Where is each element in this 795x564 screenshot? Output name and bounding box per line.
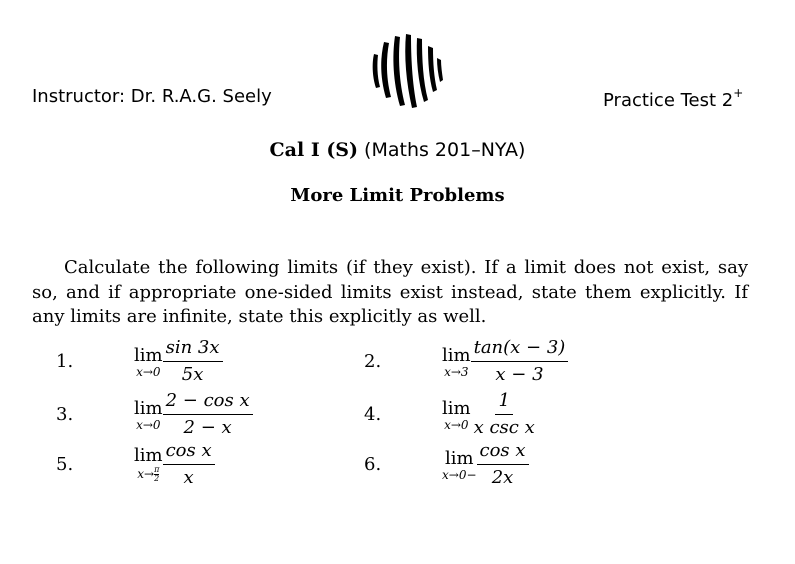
problem-6-expression	[442, 440, 529, 489]
fraction: $\frac{1}{\text{x csc x}}$	[473, 390, 535, 438]
problem-2-expression	[442, 337, 568, 386]
limit-operator: lim x→0	[134, 344, 163, 379]
problem-3-expression	[134, 390, 253, 439]
problem-number: 1.	[56, 351, 74, 372]
section-subtitle: More Limit Problems	[290, 185, 505, 206]
limit-operator: lim x→3	[442, 344, 471, 379]
instructions-paragraph: Calculate the following limits (if they exist). If a limit does not exist, say so, and if appropriate one-sided limits exist instead, state them explicitly. If any limits are infinite, state this explicitly as well.	[32, 257, 748, 327]
fraction: $\frac{\tan(x - 3)}{x - 3}$	[471, 337, 569, 386]
fraction: $\frac{\sin 3x}{5x}$	[163, 337, 223, 386]
pi-over-two: $\frac{\pi}{2}$	[154, 465, 160, 483]
problem-number: 3.	[56, 404, 74, 425]
test-label: Practice Test 2	[603, 90, 734, 111]
problem-number: 5.	[56, 454, 74, 475]
limit-operator: lim x→0	[442, 397, 471, 432]
problem-number: 6.	[364, 454, 382, 475]
fraction: $\frac{\text{cos x}}{x}$	[163, 440, 215, 489]
university-logo	[366, 32, 446, 110]
problem-number: 2.	[364, 351, 382, 372]
limit-operator: lim x→ $\frac{\pi}{2}$	[134, 445, 163, 483]
problem-1-expression	[134, 337, 223, 386]
course-number: (Maths 201–NYA)	[358, 139, 526, 161]
limit-operator: lim x→0	[134, 397, 163, 432]
fraction: $\frac{\text{2 − cos x}}{2 - x}$	[163, 390, 253, 439]
limit-operator: lim x→0−	[442, 447, 477, 482]
problem-5-expression	[134, 440, 215, 489]
course-code: Cal I (S)	[269, 139, 359, 161]
problem-number: 4.	[364, 404, 382, 425]
test-title	[603, 86, 743, 111]
fraction: $\frac{\text{cos x}}{2x}$	[477, 440, 529, 489]
instructor-name: Instructor: Dr. R.A.G. Seely	[32, 86, 272, 107]
test-superscript: +	[733, 86, 744, 100]
course-title	[0, 139, 795, 161]
problem-4-expression	[442, 390, 538, 439]
